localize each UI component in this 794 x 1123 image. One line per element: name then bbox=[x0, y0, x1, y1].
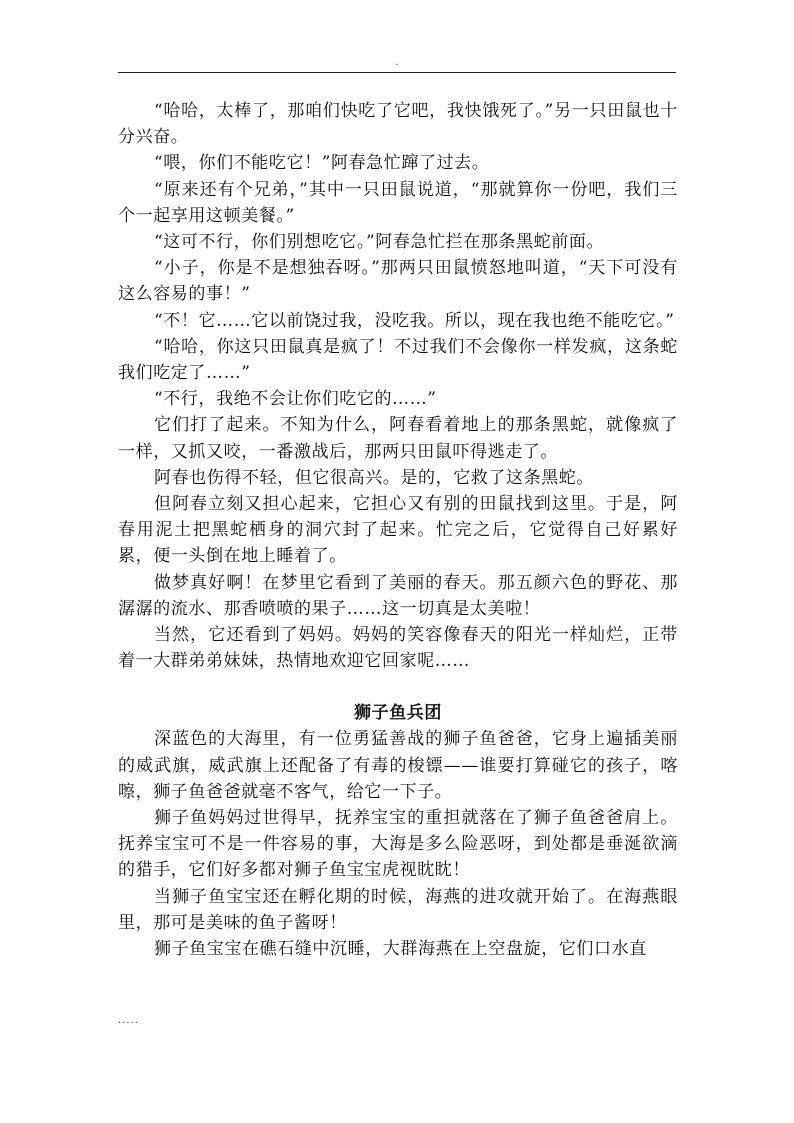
paragraph: 当然，它还看到了妈妈。妈妈的笑容像春天的阳光一样灿烂，正带着一大群弟弟妹妹，热情地欢迎它回家呢…… bbox=[118, 625, 678, 672]
page-body bbox=[118, 98, 678, 962]
paragraph: “这可不行，你们别想吃它。”阿春急忙拦在那条黑蛇前面。 bbox=[154, 232, 605, 253]
paragraph: 当狮子鱼宝宝还在孵化期的时候，海燕的进攻就开始了。在海燕眼里，那可是美味的鱼子酱呀！ bbox=[118, 886, 678, 933]
footer-mark: ..... bbox=[118, 1015, 139, 1026]
paragraph: “不！它……它以前饶过我，没吃我。所以，现在我也绝不能吃它。” bbox=[154, 310, 675, 331]
paragraph: “哈哈，太棒了，那咱们快吃了它吧，我快饿死了。”另一只田鼠也十分兴奋。 bbox=[118, 101, 678, 148]
paragraph: 深蓝色的大海里，有一位勇猛善战的狮子鱼爸爸，它身上遍插美丽的威武旗，威武旗上还配备了有毒的梭镖——谁要打算碰它的孩子，喀嚓，狮子鱼爸爸就毫不客气，给它一下子。 bbox=[118, 729, 678, 802]
paragraph: 做梦真好啊！在梦里它看到了美丽的春天。那五颜六色的野花、那潺潺的流水、那香喷喷的果子……这一切真是太美啦！ bbox=[118, 572, 678, 619]
paragraph: 狮子鱼妈妈过世得早，抚养宝宝的重担就落在了狮子鱼爸爸肩上。抚养宝宝可不是一件容易的事，大海是多么险恶呀，到处都是垂涎欲滴的猎手，它们好多都对狮子鱼宝宝虎视眈眈！ bbox=[118, 808, 678, 881]
paragraph: 但阿春立刻又担心起来，它担心又有别的田鼠找到这里。于是，阿春用泥土把黑蛇栖身的洞穴封了起来。忙完之后，它觉得自己好累好累，便一头倒在地上睡着了。 bbox=[118, 494, 678, 567]
paragraph: “喂，你们不能吃它！”阿春急忙蹿了过去。 bbox=[154, 153, 490, 174]
paragraph: “小子，你是不是想独吞呀。”那两只田鼠愤怒地叫道，“天下可没有这么容易的事！” bbox=[118, 258, 678, 305]
paragraph: “哈哈，你这只田鼠真是疯了！不过我们不会像你一样发疯，这条蛇我们吃定了……” bbox=[118, 336, 678, 384]
paragraph: 它们打了起来。不知为什么，阿春看着地上的那条黑蛇，就像疯了一样，又抓又咬，一番激战后，那两只田鼠吓得逃走了。 bbox=[118, 415, 678, 462]
paragraph: “原来还有个兄弟，”其中一只田鼠说道，“那就算你一份吧，我们三个一起享用这顿美餐。” bbox=[118, 179, 678, 226]
section-title: 狮子鱼兵团 bbox=[354, 703, 442, 724]
paragraph: 狮子鱼宝宝在礁石缝中沉睡，大群海燕在上空盘旋，它们口水直 bbox=[154, 939, 647, 960]
header-rule bbox=[118, 72, 676, 73]
header-mark: . bbox=[395, 57, 399, 68]
paragraph: “不行，我绝不会让你们吃它的……” bbox=[154, 389, 437, 410]
paragraph: 阿春也伤得不轻，但它很高兴。是的，它救了这条黑蛇。 bbox=[154, 467, 594, 488]
